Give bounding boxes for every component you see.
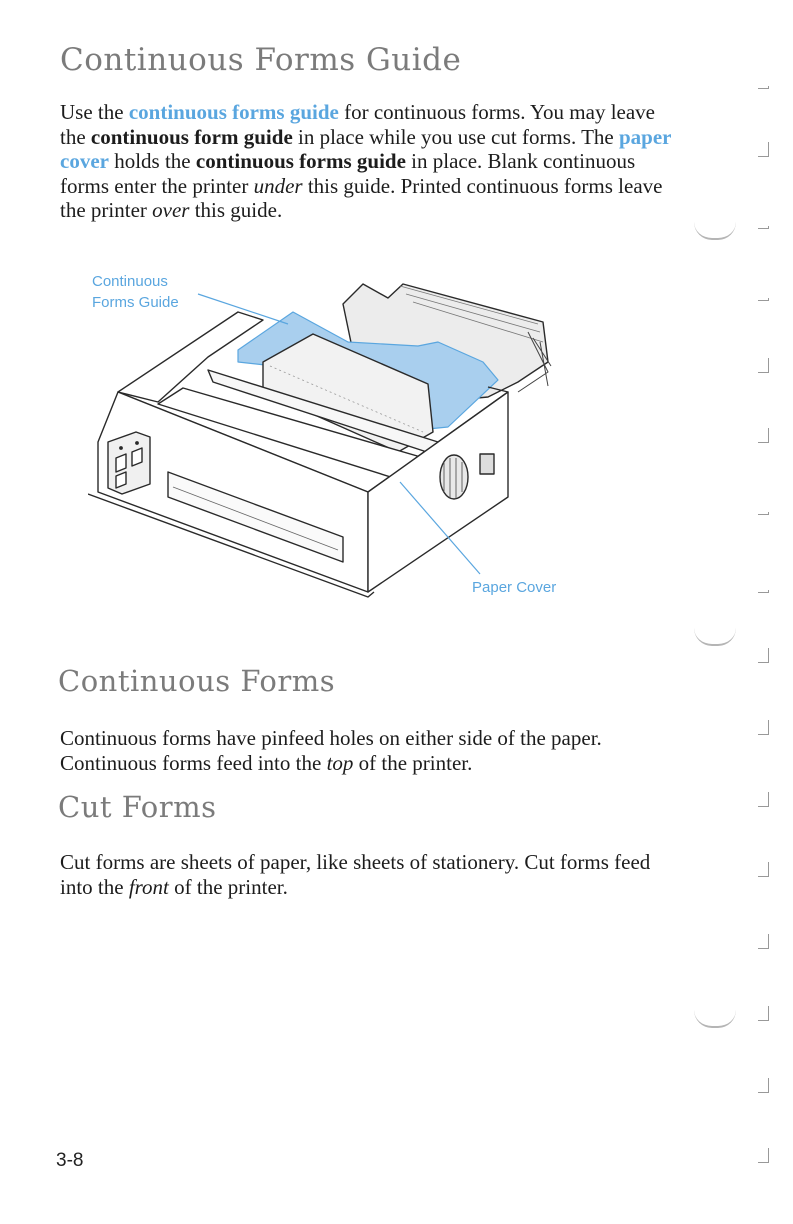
- tab-mark: [758, 428, 769, 443]
- text-run: of the printer.: [353, 750, 473, 775]
- binding-mark: [694, 628, 736, 646]
- binding-mark: [694, 222, 736, 240]
- emphasis-over: over: [152, 198, 190, 222]
- binding-mark: [694, 1010, 736, 1028]
- emphasis-top: top: [326, 750, 354, 775]
- text-run: Use the: [60, 100, 129, 124]
- tab-mark: [758, 86, 769, 89]
- text-run: in place while you use cut forms. The: [292, 124, 619, 149]
- tab-mark: [758, 720, 769, 735]
- section-title-cut-forms: Cut Forms: [58, 790, 217, 824]
- term-continuous-forms-guide: continuous forms guide: [128, 100, 339, 124]
- label-line: Continuous: [92, 273, 168, 290]
- tab-mark: [758, 1006, 769, 1021]
- text-run: Cut forms are sheets of paper, like sheets of stationery. Cut forms feed into the: [60, 850, 651, 899]
- text-run: this guide.: [189, 198, 283, 222]
- text-run: holds the: [108, 149, 196, 173]
- tab-mark: [758, 648, 769, 663]
- tab-mark: [758, 358, 769, 373]
- tab-mark: [758, 862, 769, 877]
- term-continuous-form-guide: continuous form guide: [90, 124, 293, 149]
- tab-mark: [758, 590, 769, 593]
- continuous-forms-paragraph: [60, 726, 700, 775]
- tab-mark: [758, 298, 769, 301]
- tab-mark: [758, 226, 769, 229]
- text-run: this guide. Printed continuous forms leave the printer: [60, 173, 663, 222]
- tab-mark: [758, 934, 769, 949]
- printer-drawing: [88, 262, 608, 612]
- section-title-continuous-forms-guide: Continuous Forms Guide: [60, 42, 462, 78]
- tab-mark: [758, 1148, 769, 1163]
- guide-paragraph: [60, 100, 680, 223]
- label-continuous-forms-guide: [92, 271, 179, 313]
- emphasis-front: front: [128, 874, 169, 899]
- tab-mark: [758, 512, 769, 515]
- text-run: for continuous forms. You may leave the: [60, 100, 655, 149]
- text-run: of the printer.: [168, 874, 288, 899]
- term-continuous-forms-guide-bold: continuous forms guide: [195, 149, 406, 173]
- text-run: Continuous forms have pinfeed holes on either side of the paper. Continuous forms feed into the: [60, 726, 602, 775]
- label-line: Forms Guide: [92, 294, 179, 311]
- tab-mark: [758, 792, 769, 807]
- section-title-continuous-forms: Continuous Forms: [58, 664, 336, 698]
- page-number: 3-8: [56, 1150, 84, 1171]
- term-paper-cover: paper cover: [60, 124, 672, 173]
- emphasis-under: under: [253, 173, 303, 198]
- cut-forms-paragraph: [60, 850, 660, 899]
- text-run: in place. Blank continuous forms enter the printer: [60, 149, 636, 198]
- label-paper-cover: Paper Cover: [472, 579, 557, 596]
- tab-mark: [758, 142, 769, 157]
- tab-mark: [758, 1078, 769, 1093]
- printer-illustration: [88, 262, 608, 612]
